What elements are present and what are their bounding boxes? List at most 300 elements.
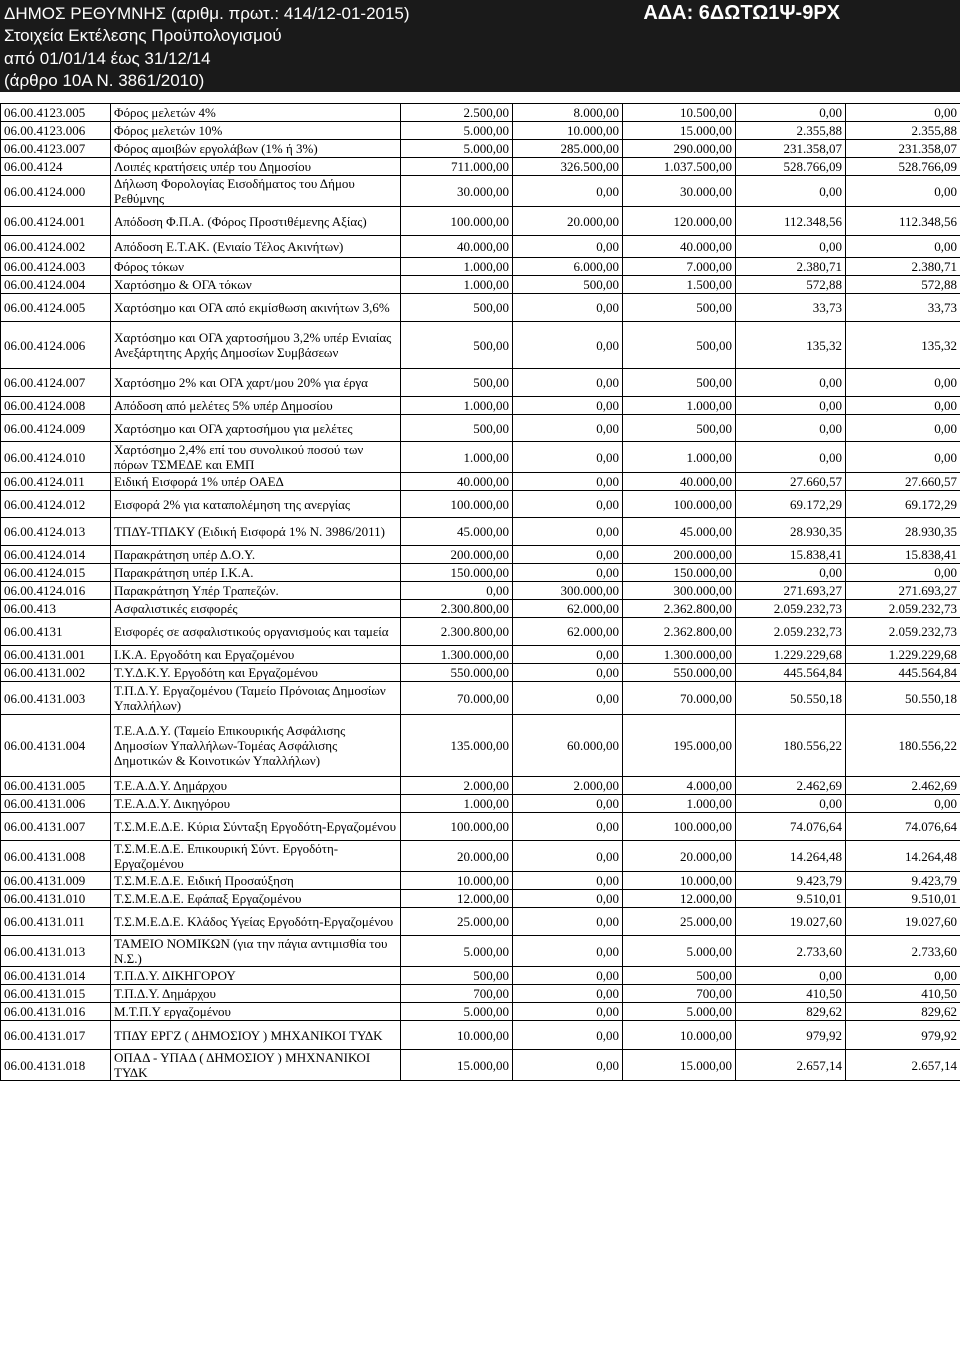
account-code: 06.00.4131.006: [1, 795, 111, 813]
account-description: Τ.Ε.Α.Δ.Υ. (Ταμείο Επικουρικής Ασφάλισης Δημοσίων Υπαλλήλων-Τομέας Ασφάλισης Δημοτικών & Κοινοτικών Υπαλλήλων): [111, 715, 401, 777]
certified-amount: 69.172,29: [736, 491, 846, 518]
initial-budget: 2.000,00: [401, 777, 513, 795]
table-row: [1, 967, 960, 985]
table-row: [1, 1003, 960, 1021]
certified-amount: 0,00: [736, 564, 846, 582]
initial-budget: 1.000,00: [401, 795, 513, 813]
account-description: Λοιπές κρατήσεις υπέρ του Δημοσίου: [111, 158, 401, 176]
table-row: [1, 236, 960, 258]
account-description: Τ.Π.Δ.Υ. Δημάρχου: [111, 985, 401, 1003]
collected-amount: 0,00: [846, 176, 960, 207]
certified-amount: 2.355,88: [736, 122, 846, 140]
final-budget: 5.000,00: [623, 936, 736, 967]
account-description: Απόδοση Φ.Π.Α. (Φόρος Προστιθέμενης Αξίας): [111, 207, 401, 236]
certified-amount: 15.838,41: [736, 546, 846, 564]
final-budget: 195.000,00: [623, 715, 736, 777]
collected-amount: 27.660,57: [846, 473, 960, 491]
account-description: Ι.Κ.Α. Εργοδότη και Εργαζομένου: [111, 646, 401, 664]
collected-amount: 0,00: [846, 442, 960, 473]
final-budget: 500,00: [623, 294, 736, 322]
account-code: 06.00.4123.005: [1, 104, 111, 122]
final-budget: 700,00: [623, 985, 736, 1003]
budget-changes: 0,00: [513, 491, 623, 518]
table-row: [1, 369, 960, 397]
account-code: 06.00.4124.016: [1, 582, 111, 600]
budget-changes: 10.000,00: [513, 122, 623, 140]
certified-amount: 2.059.232,73: [736, 618, 846, 646]
final-budget: 550.000,00: [623, 664, 736, 682]
collected-amount: 28.930,35: [846, 518, 960, 546]
table-row: [1, 415, 960, 442]
initial-budget: 40.000,00: [401, 473, 513, 491]
account-description: Φόρος μελετών 4%: [111, 104, 401, 122]
initial-budget: 0,00: [401, 582, 513, 600]
account-code: 06.00.4123.006: [1, 122, 111, 140]
collected-amount: 180.556,22: [846, 715, 960, 777]
final-budget: 10.000,00: [623, 1021, 736, 1050]
table-row: [1, 582, 960, 600]
account-code: 06.00.4124.006: [1, 322, 111, 369]
collected-amount: 2.462,69: [846, 777, 960, 795]
document-header: [0, 0, 960, 92]
collected-amount: 445.564,84: [846, 664, 960, 682]
account-code: 06.00.4131: [1, 618, 111, 646]
collected-amount: 33,73: [846, 294, 960, 322]
initial-budget: 30.000,00: [401, 176, 513, 207]
collected-amount: 14.264,48: [846, 841, 960, 872]
table-row: [1, 518, 960, 546]
collected-amount: 74.076,64: [846, 813, 960, 841]
final-budget: 290.000,00: [623, 140, 736, 158]
account-code: 06.00.4131.007: [1, 813, 111, 841]
collected-amount: 2.380,71: [846, 258, 960, 276]
account-description: Τ.Σ.Μ.Ε.Δ.Ε. Κλάδος Υγείας Εργοδότη-Εργαζομένου: [111, 908, 401, 936]
collected-amount: 50.550,18: [846, 682, 960, 715]
table-row: [1, 618, 960, 646]
final-budget: 12.000,00: [623, 890, 736, 908]
budget-changes: 20.000,00: [513, 207, 623, 236]
account-description: Φόρος αμοιβών εργολάβων (1% ή 3%): [111, 140, 401, 158]
budget-changes: 0,00: [513, 546, 623, 564]
account-code: 06.00.4124: [1, 158, 111, 176]
final-budget: 300.000,00: [623, 582, 736, 600]
budget-changes: 0,00: [513, 841, 623, 872]
certified-amount: 74.076,64: [736, 813, 846, 841]
certified-amount: 33,73: [736, 294, 846, 322]
budget-changes: 0,00: [513, 369, 623, 397]
initial-budget: 200.000,00: [401, 546, 513, 564]
table-row: [1, 646, 960, 664]
account-description: Ειδική Εισφορά 1% υπέρ ΟΑΕΔ: [111, 473, 401, 491]
account-description: Τ.Π.Δ.Υ. ΔΙΚΗΓΟΡΟΥ: [111, 967, 401, 985]
account-code: 06.00.413: [1, 600, 111, 618]
account-code: 06.00.4131.014: [1, 967, 111, 985]
legal-reference: (άρθρο 10Α Ν. 3861/2010): [4, 71, 205, 90]
table-row: [1, 442, 960, 473]
initial-budget: 45.000,00: [401, 518, 513, 546]
budget-changes: 0,00: [513, 646, 623, 664]
budget-changes: 0,00: [513, 176, 623, 207]
table-row: [1, 872, 960, 890]
initial-budget: 5.000,00: [401, 936, 513, 967]
initial-budget: 500,00: [401, 369, 513, 397]
certified-amount: 0,00: [736, 369, 846, 397]
certified-amount: 410,50: [736, 985, 846, 1003]
account-description: Εισφορές σε ασφαλιστικούς οργανισμούς και ταμεία: [111, 618, 401, 646]
account-code: 06.00.4131.009: [1, 872, 111, 890]
collected-amount: 0,00: [846, 967, 960, 985]
budget-changes: 62.000,00: [513, 600, 623, 618]
account-description: Τ.Υ.Δ.Κ.Υ. Εργοδότη και Εργαζομένου: [111, 664, 401, 682]
final-budget: 45.000,00: [623, 518, 736, 546]
certified-amount: 445.564,84: [736, 664, 846, 682]
initial-budget: 500,00: [401, 967, 513, 985]
budget-changes: 0,00: [513, 518, 623, 546]
budget-changes: 0,00: [513, 664, 623, 682]
table-row: [1, 158, 960, 176]
initial-budget: 500,00: [401, 322, 513, 369]
initial-budget: 1.000,00: [401, 397, 513, 415]
account-code: 06.00.4131.005: [1, 777, 111, 795]
initial-budget: 20.000,00: [401, 841, 513, 872]
collected-amount: 410,50: [846, 985, 960, 1003]
budget-changes: 0,00: [513, 682, 623, 715]
account-description: ΤΠΔΥ ΕΡΓΖ ( ΔΗΜΟΣΙΟΥ ) ΜΗΧΑΝΙΚΟΙ ΤΥΔΚ: [111, 1021, 401, 1050]
final-budget: 10.500,00: [623, 104, 736, 122]
budget-changes: 0,00: [513, 908, 623, 936]
table-row: [1, 104, 960, 122]
account-description: ΤΠΔΥ-ΤΠΔΚΥ (Ειδική Εισφορά 1% Ν. 3986/2011): [111, 518, 401, 546]
table-row: [1, 890, 960, 908]
initial-budget: 150.000,00: [401, 564, 513, 582]
certified-amount: 2.380,71: [736, 258, 846, 276]
account-description: Απόδοση Ε.Τ.ΑΚ. (Ενιαίο Τέλος Ακινήτων): [111, 236, 401, 258]
final-budget: 1.000,00: [623, 442, 736, 473]
collected-amount: 1.229.229,68: [846, 646, 960, 664]
account-description: Χαρτόσημο 2% και ΟΓΑ χαρτ/μου 20% για έργα: [111, 369, 401, 397]
initial-budget: 70.000,00: [401, 682, 513, 715]
certified-amount: 829,62: [736, 1003, 846, 1021]
account-description: Χαρτόσημο και ΟΓΑ χαρτοσήμου για μελέτες: [111, 415, 401, 442]
collected-amount: 0,00: [846, 369, 960, 397]
final-budget: 500,00: [623, 967, 736, 985]
certified-amount: 0,00: [736, 967, 846, 985]
report-period: από 01/01/14 έως 31/12/14: [4, 49, 211, 68]
account-code: 06.00.4124.004: [1, 276, 111, 294]
final-budget: 150.000,00: [623, 564, 736, 582]
account-code: 06.00.4124.009: [1, 415, 111, 442]
account-code: 06.00.4123.007: [1, 140, 111, 158]
account-description: Τ.Π.Δ.Υ. Εργαζομένου (Ταμείο Πρόνοιας Δημοσίων Υπαλλήλων): [111, 682, 401, 715]
collected-amount: 9.423,79: [846, 872, 960, 890]
budget-changes: 0,00: [513, 795, 623, 813]
initial-budget: 100.000,00: [401, 491, 513, 518]
account-code: 06.00.4124.014: [1, 546, 111, 564]
table-row: [1, 795, 960, 813]
table-row: [1, 207, 960, 236]
account-code: 06.00.4131.001: [1, 646, 111, 664]
ada-code: ΑΔΑ: 6ΔΩΤΩ1Ψ-9ΡΧ: [643, 2, 840, 24]
table-row: [1, 664, 960, 682]
initial-budget: 1.000,00: [401, 276, 513, 294]
account-description: Χαρτόσημο 2,4% επί του συνολικού ποσού των πόρων ΤΣΜΕΔΕ και ΕΜΠ: [111, 442, 401, 473]
account-code: 06.00.4124.000: [1, 176, 111, 207]
collected-amount: 0,00: [846, 564, 960, 582]
table-row: [1, 176, 960, 207]
budget-changes: 0,00: [513, 322, 623, 369]
collected-amount: 2.355,88: [846, 122, 960, 140]
certified-amount: 2.657,14: [736, 1050, 846, 1081]
account-description: Τ.Σ.Μ.Ε.Δ.Ε. Επικουρική Σύντ. Εργοδότη-Εργαζομένου: [111, 841, 401, 872]
budget-table: [0, 103, 960, 1081]
certified-amount: 0,00: [736, 104, 846, 122]
final-budget: 1.500,00: [623, 276, 736, 294]
initial-budget: 2.500,00: [401, 104, 513, 122]
account-code: 06.00.4124.015: [1, 564, 111, 582]
budget-changes: 0,00: [513, 967, 623, 985]
table-row: [1, 1050, 960, 1081]
collected-amount: 2.733,60: [846, 936, 960, 967]
initial-budget: 500,00: [401, 294, 513, 322]
table-row: [1, 140, 960, 158]
certified-amount: 14.264,48: [736, 841, 846, 872]
initial-budget: 2.300.800,00: [401, 618, 513, 646]
account-description: Χαρτόσημο και ΟΓΑ από εκμίσθωση ακινήτων 3,6%: [111, 294, 401, 322]
certified-amount: 979,92: [736, 1021, 846, 1050]
initial-budget: 2.300.800,00: [401, 600, 513, 618]
budget-changes: 285.000,00: [513, 140, 623, 158]
account-description: Τ.Ε.Α.Δ.Υ. Δημάρχου: [111, 777, 401, 795]
budget-changes: 300.000,00: [513, 582, 623, 600]
collected-amount: 135,32: [846, 322, 960, 369]
table-row: [1, 600, 960, 618]
initial-budget: 100.000,00: [401, 207, 513, 236]
table-row: [1, 276, 960, 294]
budget-changes: 2.000,00: [513, 777, 623, 795]
collected-amount: 271.693,27: [846, 582, 960, 600]
collected-amount: 2.657,14: [846, 1050, 960, 1081]
final-budget: 15.000,00: [623, 1050, 736, 1081]
municipality-title: ΔΗΜΟΣ ΡΕΘΥΜΝΗΣ (αριθμ. πρωτ.: 414/12-01-2015): [4, 4, 410, 23]
table-row: [1, 397, 960, 415]
initial-budget: 10.000,00: [401, 872, 513, 890]
certified-amount: 9.423,79: [736, 872, 846, 890]
table-row: [1, 258, 960, 276]
final-budget: 30.000,00: [623, 176, 736, 207]
final-budget: 7.000,00: [623, 258, 736, 276]
certified-amount: 1.229.229,68: [736, 646, 846, 664]
certified-amount: 9.510,01: [736, 890, 846, 908]
budget-changes: 0,00: [513, 890, 623, 908]
account-description: Παρακράτηση υπέρ Ι.Κ.Α.: [111, 564, 401, 582]
certified-amount: 2.059.232,73: [736, 600, 846, 618]
initial-budget: 711.000,00: [401, 158, 513, 176]
final-budget: 120.000,00: [623, 207, 736, 236]
final-budget: 40.000,00: [623, 236, 736, 258]
account-description: Ασφαλιστικές εισφορές: [111, 600, 401, 618]
account-description: Δήλωση Φορολογίας Εισοδήματος του Δήμου Ρεθύμνης: [111, 176, 401, 207]
initial-budget: 135.000,00: [401, 715, 513, 777]
account-description: Φόρος τόκων: [111, 258, 401, 276]
initial-budget: 700,00: [401, 985, 513, 1003]
account-code: 06.00.4124.013: [1, 518, 111, 546]
account-code: 06.00.4124.012: [1, 491, 111, 518]
collected-amount: 528.766,09: [846, 158, 960, 176]
certified-amount: 0,00: [736, 176, 846, 207]
final-budget: 200.000,00: [623, 546, 736, 564]
budget-changes: 62.000,00: [513, 618, 623, 646]
budget-changes: 0,00: [513, 294, 623, 322]
certified-amount: 2.733,60: [736, 936, 846, 967]
final-budget: 1.300.000,00: [623, 646, 736, 664]
collected-amount: 69.172,29: [846, 491, 960, 518]
account-code: 06.00.4131.010: [1, 890, 111, 908]
certified-amount: 0,00: [736, 415, 846, 442]
table-row: [1, 491, 960, 518]
table-row: [1, 715, 960, 777]
certified-amount: 135,32: [736, 322, 846, 369]
table-row: [1, 682, 960, 715]
collected-amount: 829,62: [846, 1003, 960, 1021]
budget-changes: 8.000,00: [513, 104, 623, 122]
final-budget: 100.000,00: [623, 491, 736, 518]
budget-changes: 0,00: [513, 936, 623, 967]
account-code: 06.00.4131.013: [1, 936, 111, 967]
collected-amount: 572,88: [846, 276, 960, 294]
account-description: Απόδοση από μελέτες 5% υπέρ Δημοσίου: [111, 397, 401, 415]
initial-budget: 12.000,00: [401, 890, 513, 908]
budget-changes: 0,00: [513, 1021, 623, 1050]
initial-budget: 5.000,00: [401, 122, 513, 140]
account-code: 06.00.4124.008: [1, 397, 111, 415]
account-description: Χαρτόσημο & ΟΓΑ τόκων: [111, 276, 401, 294]
budget-changes: 60.000,00: [513, 715, 623, 777]
certified-amount: 0,00: [736, 795, 846, 813]
certified-amount: 50.550,18: [736, 682, 846, 715]
budget-changes: 6.000,00: [513, 258, 623, 276]
collected-amount: 15.838,41: [846, 546, 960, 564]
collected-amount: 0,00: [846, 104, 960, 122]
budget-changes: 326.500,00: [513, 158, 623, 176]
final-budget: 1.000,00: [623, 795, 736, 813]
collected-amount: 0,00: [846, 795, 960, 813]
account-code: 06.00.4124.005: [1, 294, 111, 322]
table-row: [1, 546, 960, 564]
certified-amount: 0,00: [736, 442, 846, 473]
table-row: [1, 936, 960, 967]
certified-amount: 19.027,60: [736, 908, 846, 936]
initial-budget: 500,00: [401, 415, 513, 442]
final-budget: 4.000,00: [623, 777, 736, 795]
account-code: 06.00.4124.007: [1, 369, 111, 397]
account-code: 06.00.4131.015: [1, 985, 111, 1003]
initial-budget: 40.000,00: [401, 236, 513, 258]
account-description: ΤΑΜΕΙΟ ΝΟΜΙΚΩΝ (για την πάγια αντιμισθία του Ν.Σ.): [111, 936, 401, 967]
budget-changes: 0,00: [513, 236, 623, 258]
table-row: [1, 1021, 960, 1050]
account-description: Χαρτόσημο και ΟΓΑ χαρτοσήμου 3,2% υπέρ Ενιαίας Ανεξάρτητης Αρχής Δημοσίων Συμβάσεων: [111, 322, 401, 369]
certified-amount: 572,88: [736, 276, 846, 294]
final-budget: 40.000,00: [623, 473, 736, 491]
final-budget: 500,00: [623, 322, 736, 369]
account-code: 06.00.4124.003: [1, 258, 111, 276]
table-row: [1, 908, 960, 936]
account-code: 06.00.4131.017: [1, 1021, 111, 1050]
account-code: 06.00.4131.003: [1, 682, 111, 715]
certified-amount: 180.556,22: [736, 715, 846, 777]
final-budget: 10.000,00: [623, 872, 736, 890]
certified-amount: 0,00: [736, 236, 846, 258]
final-budget: 500,00: [623, 415, 736, 442]
budget-changes: 0,00: [513, 1050, 623, 1081]
budget-changes: 0,00: [513, 397, 623, 415]
table-row: [1, 777, 960, 795]
collected-amount: 2.059.232,73: [846, 618, 960, 646]
account-code: 06.00.4124.010: [1, 442, 111, 473]
table-row: [1, 564, 960, 582]
account-description: Τ.Σ.Μ.Ε.Δ.Ε. Εφάπαξ Εργαζομένου: [111, 890, 401, 908]
report-title: Στοιχεία Εκτέλεσης Προϋπολογισμού: [4, 26, 282, 45]
final-budget: 70.000,00: [623, 682, 736, 715]
account-description: ΟΠΑΔ - ΥΠΑΔ ( ΔΗΜΟΣΙΟΥ ) ΜΗΧΝΑΝΙΚΟΙ ΤΥΔΚ: [111, 1050, 401, 1081]
budget-changes: 0,00: [513, 415, 623, 442]
collected-amount: 9.510,01: [846, 890, 960, 908]
table-row: [1, 985, 960, 1003]
table-row: [1, 841, 960, 872]
budget-changes: 0,00: [513, 442, 623, 473]
certified-amount: 27.660,57: [736, 473, 846, 491]
certified-amount: 528.766,09: [736, 158, 846, 176]
final-budget: 15.000,00: [623, 122, 736, 140]
account-code: 06.00.4131.004: [1, 715, 111, 777]
collected-amount: 2.059.232,73: [846, 600, 960, 618]
account-description: Εισφορά 2% για καταπολέμηση της ανεργίας: [111, 491, 401, 518]
final-budget: 1.000,00: [623, 397, 736, 415]
final-budget: 100.000,00: [623, 813, 736, 841]
certified-amount: 0,00: [736, 397, 846, 415]
initial-budget: 1.000,00: [401, 258, 513, 276]
table-row: [1, 322, 960, 369]
account-description: Τ.Σ.Μ.Ε.Δ.Ε. Κύρια Σύνταξη Εργοδότη-Εργαζομένου: [111, 813, 401, 841]
initial-budget: 25.000,00: [401, 908, 513, 936]
account-description: Μ.Τ.Π.Υ εργαζομένου: [111, 1003, 401, 1021]
account-code: 06.00.4131.016: [1, 1003, 111, 1021]
account-code: 06.00.4131.008: [1, 841, 111, 872]
account-description: Παρακράτηση υπέρ Δ.Ο.Υ.: [111, 546, 401, 564]
certified-amount: 28.930,35: [736, 518, 846, 546]
final-budget: 25.000,00: [623, 908, 736, 936]
table-row: [1, 122, 960, 140]
account-description: Φόρος μελετών 10%: [111, 122, 401, 140]
table-row: [1, 473, 960, 491]
certified-amount: 2.462,69: [736, 777, 846, 795]
collected-amount: 19.027,60: [846, 908, 960, 936]
budget-changes: 0,00: [513, 813, 623, 841]
initial-budget: 5.000,00: [401, 1003, 513, 1021]
account-description: Παρακράτηση Υπέρ Τραπεζών.: [111, 582, 401, 600]
budget-changes: 500,00: [513, 276, 623, 294]
initial-budget: 550.000,00: [401, 664, 513, 682]
budget-changes: 0,00: [513, 473, 623, 491]
initial-budget: 5.000,00: [401, 140, 513, 158]
certified-amount: 231.358,07: [736, 140, 846, 158]
initial-budget: 1.000,00: [401, 442, 513, 473]
account-code: 06.00.4124.001: [1, 207, 111, 236]
collected-amount: 979,92: [846, 1021, 960, 1050]
table-row: [1, 813, 960, 841]
table-row: [1, 294, 960, 322]
account-description: Τ.Σ.Μ.Ε.Δ.Ε. Ειδική Προσαύξηση: [111, 872, 401, 890]
